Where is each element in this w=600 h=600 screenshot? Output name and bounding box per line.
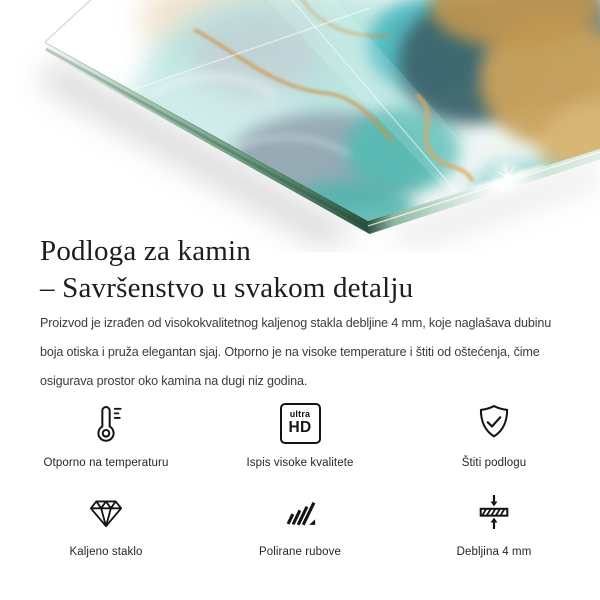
page-title <box>40 233 413 307</box>
feature-label: Debljina 4 mm <box>456 546 532 558</box>
shield-check-icon <box>472 400 516 446</box>
feature-label: Kaljeno staklo <box>69 546 143 558</box>
ultra-hd-text-big: HD <box>288 419 312 437</box>
product-description <box>40 309 551 395</box>
ultra-hd-text-small: ultra <box>289 409 311 420</box>
description-line: boja otiska i pruža elegantan sjaj. Otporno je na visoke temperature i štiti od oštećenja, čime <box>40 344 540 359</box>
page-title-line2: – Savršenstvo u svakom detalju <box>40 272 414 304</box>
feature-tempered-glass <box>0 489 212 558</box>
feature-label: Polirane rubove <box>258 546 342 558</box>
feature-thickness <box>388 489 600 558</box>
hero-image <box>0 0 600 252</box>
feature-temperature-resistant <box>0 400 212 469</box>
description-line: Proizvod je izrađen od visokokvalitetnog kaljenog stakla debljine 4 mm, koje naglašava dubinu <box>40 316 552 330</box>
feature-label: Štiti podlogu <box>461 457 527 469</box>
glass-panel-illustration <box>0 0 600 252</box>
feature-label: Ispis visoke kvalitete <box>246 457 354 469</box>
page-title-line1: Podloga za kamin <box>40 235 251 267</box>
ultra-hd-icon <box>280 400 321 446</box>
feature-polished-edges <box>212 489 388 558</box>
feature-protects-surface <box>388 400 600 469</box>
diamond-icon <box>84 489 128 535</box>
description-line: osigurava prostor oko kamina na dugi niz godina. <box>40 373 308 388</box>
thickness-icon <box>472 489 516 535</box>
thermometer-icon <box>84 400 128 446</box>
feature-label: Otporno na temperaturu <box>43 457 169 469</box>
feature-print-quality <box>212 400 388 469</box>
features-grid <box>0 400 600 558</box>
polished-edges-icon <box>278 489 322 535</box>
